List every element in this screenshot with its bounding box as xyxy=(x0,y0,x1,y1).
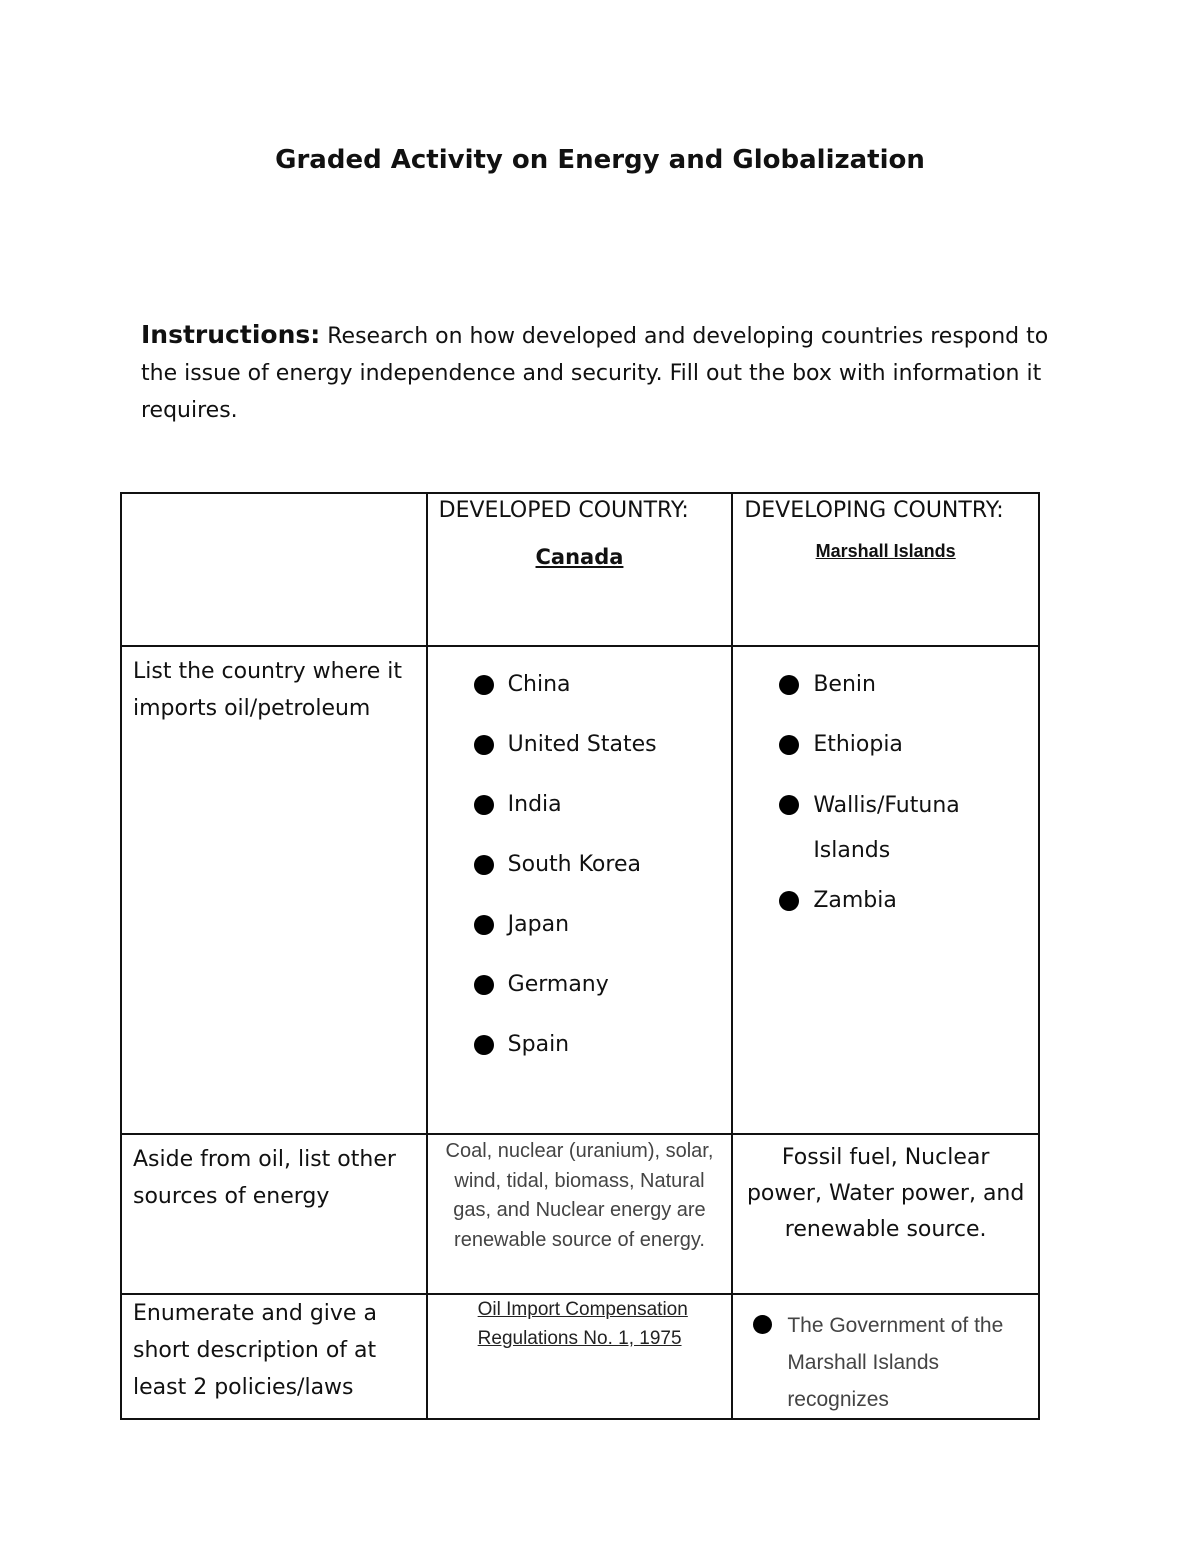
bullet-icon xyxy=(474,795,494,815)
list-item: South Korea xyxy=(474,843,732,887)
empty-header-cell xyxy=(121,493,427,646)
header-row xyxy=(121,493,1039,646)
developing-imports-list xyxy=(733,663,1038,923)
developing-country-name: Marshall Islands xyxy=(815,541,956,561)
developed-sources-text: Coal, nuclear (uranium), solar, wind, tidal, biomass, Natural gas, and Nuclear energy are renewable source of energy. xyxy=(445,1140,714,1251)
developing-policy-text: The Government of the Marshall Islands recognizes xyxy=(787,1314,1004,1411)
developing-policy-item xyxy=(733,1295,1038,1418)
comparison-table xyxy=(120,492,1040,1420)
developed-policy-text: Oil Import Compensation Regulations No. 1, 1975 xyxy=(477,1299,688,1349)
developed-header-cell xyxy=(427,493,733,646)
policies-row-label: Enumerate and give a short description of at least 2 policies/laws xyxy=(133,1301,377,1400)
list-item: India xyxy=(474,783,732,827)
imports-row xyxy=(121,646,1039,1134)
bullet-icon xyxy=(474,1035,494,1055)
document-title: Graded Activity on Energy and Globalization xyxy=(275,145,925,175)
list-item: Wallis/Futuna Islands xyxy=(779,783,973,873)
policies-row xyxy=(121,1294,1039,1419)
developed-label: DEVELOPED COUNTRY: xyxy=(438,498,689,523)
imports-row-label: List the country where it imports oil/petroleum xyxy=(133,659,402,721)
bullet-icon xyxy=(474,975,494,995)
developing-label: DEVELOPING COUNTRY: xyxy=(744,498,1004,523)
list-item: Benin xyxy=(779,663,1038,707)
developed-country-name: Canada xyxy=(535,545,624,569)
list-item: China xyxy=(474,663,732,707)
list-item: Japan xyxy=(474,903,732,947)
bullet-icon xyxy=(474,915,494,935)
instructions-text: Research on how developed and developing countries respond to the issue of energy independence and security. Fill out the box with information it requires. xyxy=(141,324,1049,423)
developing-sources-text: Fossil fuel, Nuclear power, Water power, and renewable source. xyxy=(746,1145,1025,1242)
bullet-icon xyxy=(779,735,799,755)
bullet-icon xyxy=(474,735,494,755)
sources-row xyxy=(121,1134,1039,1294)
developed-imports-list xyxy=(428,663,732,1067)
list-item: Germany xyxy=(474,963,732,1007)
list-item: Ethiopia xyxy=(779,723,1038,767)
instructions-lead: Instructions: xyxy=(141,320,321,349)
developing-header-cell xyxy=(732,493,1039,646)
list-item: Spain xyxy=(474,1023,732,1067)
bullet-icon xyxy=(474,855,494,875)
list-item: Zambia xyxy=(779,879,1038,923)
bullet-icon xyxy=(779,795,799,815)
bullet-icon xyxy=(779,891,799,911)
instructions xyxy=(141,316,1076,429)
bullet-icon xyxy=(779,675,799,695)
list-item: United States xyxy=(474,723,732,767)
bullet-icon xyxy=(753,1315,772,1334)
bullet-icon xyxy=(474,675,494,695)
sources-row-label: Aside from oil, list other sources of energy xyxy=(133,1147,396,1209)
